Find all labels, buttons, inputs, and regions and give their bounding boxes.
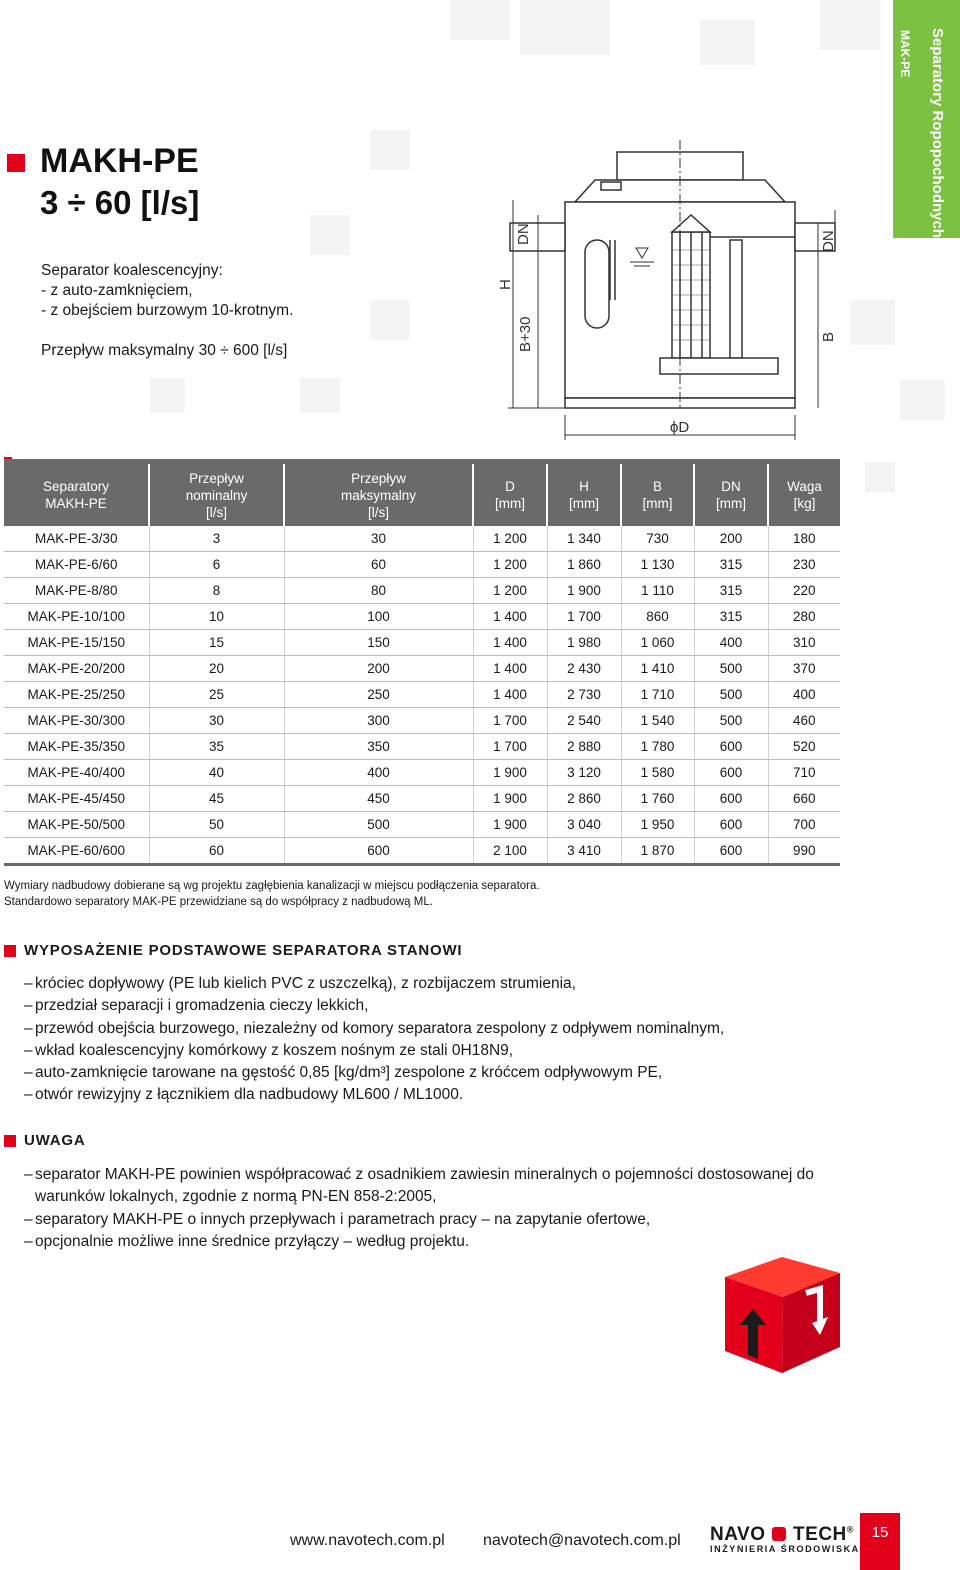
bg-square: [150, 378, 185, 413]
table-cell: 1 400: [473, 682, 547, 708]
table-cell: 40: [149, 760, 284, 786]
list-item: [24, 973, 724, 995]
table-cell: 600: [694, 786, 768, 812]
table-cell: 730: [621, 526, 694, 552]
table-note: Standardowo separatory MAK-PE przewidziane są do współpracy z nadbudową ML.: [4, 896, 433, 908]
column-header-line: Separatory: [42, 479, 110, 494]
list-item-text: króciec dopływowy (PE lub kielich PVC z uszczelką), z rozbijaczem strumienia,: [35, 975, 576, 992]
table-cell: 310: [768, 630, 840, 656]
column-header-line: B: [652, 479, 662, 494]
max-flow-text: Przepływ maksymalny 30 ÷ 600 [l/s]: [41, 342, 288, 359]
list-item-text: przedział separacji i gromadzenia cieczy lekkich,: [35, 997, 369, 1015]
column-header: [547, 464, 621, 526]
logo-text-left: NAVO: [710, 1524, 766, 1545]
bg-square: [370, 130, 410, 170]
list-item-text: opcjonalnie możliwe inne średnice przyłączy – według projektu.: [35, 1232, 470, 1250]
table-row: [4, 838, 840, 865]
table-cell: MAK-PE-50/500: [4, 812, 149, 838]
table-cell: 1 900: [473, 812, 547, 838]
bg-square: [700, 20, 755, 65]
equipment-heading: WYPOSAŻENIE PODSTAWOWE SEPARATORA STANOWI: [24, 942, 463, 959]
table-cell: MAK-PE-60/600: [4, 838, 149, 865]
list-item: [24, 1231, 814, 1253]
table-row: [4, 630, 840, 656]
table-cell: 660: [768, 786, 840, 812]
column-header: [284, 464, 473, 526]
table-cell: 450: [284, 786, 473, 812]
table-cell: 400: [768, 682, 840, 708]
table-row: [4, 734, 840, 760]
list-item-text: otwór rewizyjny z łącznikiem dla nadbudowy ML600 / ML1000.: [35, 1086, 464, 1104]
table-cell: 1 410: [621, 656, 694, 682]
list-dash: –: [24, 1064, 33, 1082]
table-cell: 1 980: [547, 630, 621, 656]
list-item: [24, 1209, 814, 1231]
table-cell: 60: [284, 552, 473, 578]
table-cell: 230: [768, 552, 840, 578]
table-cell: 1 900: [473, 760, 547, 786]
dim-dn-left: DN: [515, 223, 532, 245]
table-cell: 315: [694, 604, 768, 630]
dim-dn-right: DN: [820, 230, 837, 252]
column-header-line: [mm]: [569, 496, 599, 511]
list-item-text: przewód obejścia burzowego, niezależny od komory separatora zespolony z odpływem nominalnym,: [35, 1019, 725, 1037]
table-cell: 500: [694, 682, 768, 708]
list-item-text: warunków lokalnych, zgodnie z normą PN-EN 858-2:2005,: [35, 1188, 437, 1206]
page-title: MAKH-PE: [40, 142, 199, 180]
table-cell: MAK-PE-40/400: [4, 760, 149, 786]
bg-square: [300, 378, 340, 413]
table-cell: 150: [284, 630, 473, 656]
table-cell: 6: [149, 552, 284, 578]
table-cell: MAK-PE-6/60: [4, 552, 149, 578]
dim-b30: B+30: [517, 316, 534, 352]
table-cell: 20: [149, 656, 284, 682]
column-header-line: Przepływ: [351, 470, 406, 486]
table-cell: 600: [694, 734, 768, 760]
table-cell: 3: [149, 526, 284, 552]
dim-b: B: [820, 331, 837, 342]
column-header-line: H: [579, 479, 589, 494]
table-cell: 2 730: [547, 682, 621, 708]
column-header-line: nominalny: [185, 487, 248, 503]
column-header: [473, 464, 547, 526]
table-cell: 1 340: [547, 526, 621, 552]
table-cell: 300: [284, 708, 473, 734]
table-cell: MAK-PE-25/250: [4, 682, 149, 708]
table-cell: MAK-PE-35/350: [4, 734, 149, 760]
table-cell: MAK-PE-30/300: [4, 708, 149, 734]
logo-mark-icon: [772, 1527, 786, 1541]
table-cell: 35: [149, 734, 284, 760]
table-cell: 600: [694, 812, 768, 838]
side-tab-subtitle: MAK-PE: [898, 30, 912, 78]
table-cell: 50: [149, 812, 284, 838]
column-header: [621, 464, 694, 526]
column-header-line: Przepływ: [189, 470, 244, 486]
table-cell: 30: [284, 526, 473, 552]
table-cell: 1 540: [621, 708, 694, 734]
list-item: [24, 995, 724, 1017]
bg-square: [820, 0, 880, 50]
list-item-text: separatory MAKH-PE o innych przepływach i parametrach pracy – na zapytanie ofertowe,: [35, 1210, 651, 1228]
table-cell: 100: [284, 604, 473, 630]
table-cell: 60: [149, 838, 284, 865]
table-cell: 200: [694, 526, 768, 552]
table-row: [4, 604, 840, 630]
table-cell: 280: [768, 604, 840, 630]
column-header: [694, 464, 768, 526]
table-cell: 1 700: [547, 604, 621, 630]
dim-d: ϕD: [670, 419, 690, 436]
column-header: [768, 464, 840, 526]
table-cell: 45: [149, 786, 284, 812]
list-item-text: separator MAKH-PE powinien współpracować z osadnikiem zawiesin mineralnych o pojemności dostosowanej do: [35, 1166, 814, 1183]
table-cell: 350: [284, 734, 473, 760]
list-item: [24, 1018, 724, 1040]
list-item: [24, 1084, 724, 1106]
website-link[interactable]: www.navotech.com.pl: [290, 1532, 445, 1549]
table-cell: 3 120: [547, 760, 621, 786]
section-marker: [4, 1135, 16, 1147]
list-dash: –: [24, 1166, 33, 1183]
table-row: [4, 786, 840, 812]
table-cell: 10: [149, 604, 284, 630]
logo-registered: ®: [846, 1524, 854, 1535]
table-cell: 1 700: [473, 708, 547, 734]
table-cell: 400: [694, 630, 768, 656]
table-cell: 1 900: [473, 786, 547, 812]
column-header-line: [l/s]: [205, 504, 227, 520]
table-row: [4, 812, 840, 838]
table-row: [4, 760, 840, 786]
column-header-line: DN: [721, 479, 741, 494]
table-cell: 600: [284, 838, 473, 865]
column-header-line: Waga: [787, 479, 822, 494]
table-cell: 1 760: [621, 786, 694, 812]
intro-line: - z obejściem burzowym 10-krotnym.: [41, 302, 294, 319]
table-cell: 460: [768, 708, 840, 734]
list-dash: –: [24, 1086, 33, 1104]
email-link[interactable]: navotech@navotech.com.pl: [483, 1532, 681, 1549]
list-item: [24, 1186, 814, 1208]
table-cell: 1 860: [547, 552, 621, 578]
table-cell: 860: [621, 604, 694, 630]
table-cell: 1 700: [473, 734, 547, 760]
table-cell: 1 900: [547, 578, 621, 604]
list-dash: –: [24, 1019, 33, 1037]
bg-square: [520, 0, 610, 55]
table-cell: 25: [149, 682, 284, 708]
table-cell: 180: [768, 526, 840, 552]
equipment-list: [24, 973, 724, 1107]
cube-graphic: [720, 1255, 845, 1375]
side-tab-title: Separatory Ropopochodnych: [929, 28, 946, 239]
column-header-line: [mm]: [495, 496, 525, 511]
bg-square: [850, 300, 895, 345]
list-item: [24, 1062, 724, 1084]
table-row: [4, 578, 840, 604]
table-cell: MAK-PE-8/80: [4, 578, 149, 604]
table-body: [4, 526, 840, 865]
logo-subtitle: INŻYNIERIA ŚRODOWISKA: [710, 1544, 860, 1554]
table-cell: 520: [768, 734, 840, 760]
table-cell: 2 860: [547, 786, 621, 812]
table-cell: MAK-PE-3/30: [4, 526, 149, 552]
table-cell: 8: [149, 578, 284, 604]
logo-text-right: TECH: [793, 1524, 847, 1545]
table-row: [4, 526, 840, 552]
table-cell: 1 950: [621, 812, 694, 838]
table-cell: 1 130: [621, 552, 694, 578]
table-cell: 1 580: [621, 760, 694, 786]
column-header: [149, 464, 284, 526]
dim-h: H: [497, 279, 514, 290]
table-cell: 1 200: [473, 526, 547, 552]
bg-square: [900, 380, 945, 420]
column-header: [4, 464, 149, 526]
list-dash: –: [24, 997, 33, 1015]
navotech-logo: [710, 1524, 860, 1554]
table-cell: 315: [694, 578, 768, 604]
table-cell: 80: [284, 578, 473, 604]
column-header-line: maksymalny: [340, 487, 416, 503]
technical-drawing: [490, 130, 850, 445]
list-item-text: wkład koalescencyjny komórkowy z koszem nośnym ze stali 0H18N9,: [35, 1041, 514, 1059]
table-cell: 700: [768, 812, 840, 838]
bg-square: [450, 0, 510, 40]
section-marker: [4, 945, 16, 957]
column-header-line: [l/s]: [367, 504, 389, 520]
intro-line: - z auto-zamknięciem,: [41, 282, 193, 299]
table-cell: 220: [768, 578, 840, 604]
table-cell: 1 200: [473, 578, 547, 604]
list-item: [24, 1040, 724, 1062]
table-cell: 1 110: [621, 578, 694, 604]
warning-list: [24, 1164, 814, 1253]
table-note: Wymiary nadbudowy dobierane są wg projektu zagłębienia kanalizacji w miejscu podłączenia separatora.: [4, 880, 540, 892]
list-dash: –: [24, 1232, 33, 1250]
table-cell: MAK-PE-10/100: [4, 604, 149, 630]
table-cell: 400: [284, 760, 473, 786]
table-row: [4, 682, 840, 708]
table-cell: 1 200: [473, 552, 547, 578]
page-subtitle: 3 ÷ 60 [l/s]: [40, 184, 200, 221]
table-cell: 600: [694, 838, 768, 865]
bg-square: [370, 300, 410, 340]
table-cell: 500: [284, 812, 473, 838]
table-cell: 710: [768, 760, 840, 786]
table-cell: 1 400: [473, 604, 547, 630]
table-cell: 500: [694, 708, 768, 734]
table-cell: MAK-PE-20/200: [4, 656, 149, 682]
list-dash: –: [24, 975, 33, 992]
table-cell: 370: [768, 656, 840, 682]
list-item-text: auto-zamknięcie tarowane na gęstość 0,85 [kg/dm³] zespolone z króćcem odpływowym PE,: [35, 1064, 663, 1082]
column-header-line: [kg]: [793, 496, 816, 511]
table-row: [4, 552, 840, 578]
column-header-line: MAKH-PE: [45, 496, 107, 511]
table-cell: 3 410: [547, 838, 621, 865]
table-cell: 990: [768, 838, 840, 865]
table-cell: MAK-PE-45/450: [4, 786, 149, 812]
intro-line: Separator koalescencyjny:: [41, 262, 223, 279]
table-cell: 1 060: [621, 630, 694, 656]
table-header-row: [4, 464, 840, 526]
table-cell: 1 710: [621, 682, 694, 708]
list-dash: –: [24, 1041, 33, 1059]
table-row: [4, 656, 840, 682]
bg-square: [865, 462, 895, 492]
table-cell: 2 880: [547, 734, 621, 760]
table-cell: 2 540: [547, 708, 621, 734]
table-cell: 1 870: [621, 838, 694, 865]
title-marker: [7, 154, 25, 172]
table-cell: 1 400: [473, 656, 547, 682]
table-cell: 2 430: [547, 656, 621, 682]
page-number: 15: [860, 1513, 900, 1570]
table-cell: 315: [694, 552, 768, 578]
table-cell: 1 780: [621, 734, 694, 760]
table-row: [4, 708, 840, 734]
table-cell: 500: [694, 656, 768, 682]
table-cell: 3 040: [547, 812, 621, 838]
column-header-line: [mm]: [716, 496, 746, 511]
table-cell: 250: [284, 682, 473, 708]
table-cell: 1 400: [473, 630, 547, 656]
column-header-line: D: [505, 479, 515, 494]
column-header-line: [mm]: [642, 496, 673, 511]
bg-square: [310, 215, 350, 255]
list-item: [24, 1164, 814, 1186]
warning-heading: UWAGA: [24, 1132, 86, 1149]
table-cell: 15: [149, 630, 284, 656]
table-cell: 200: [284, 656, 473, 682]
table-cell: MAK-PE-15/150: [4, 630, 149, 656]
spec-table: [4, 464, 840, 866]
table-cell: 2 100: [473, 838, 547, 865]
list-dash: –: [24, 1210, 33, 1228]
table-cell: 30: [149, 708, 284, 734]
table-cell: 600: [694, 760, 768, 786]
